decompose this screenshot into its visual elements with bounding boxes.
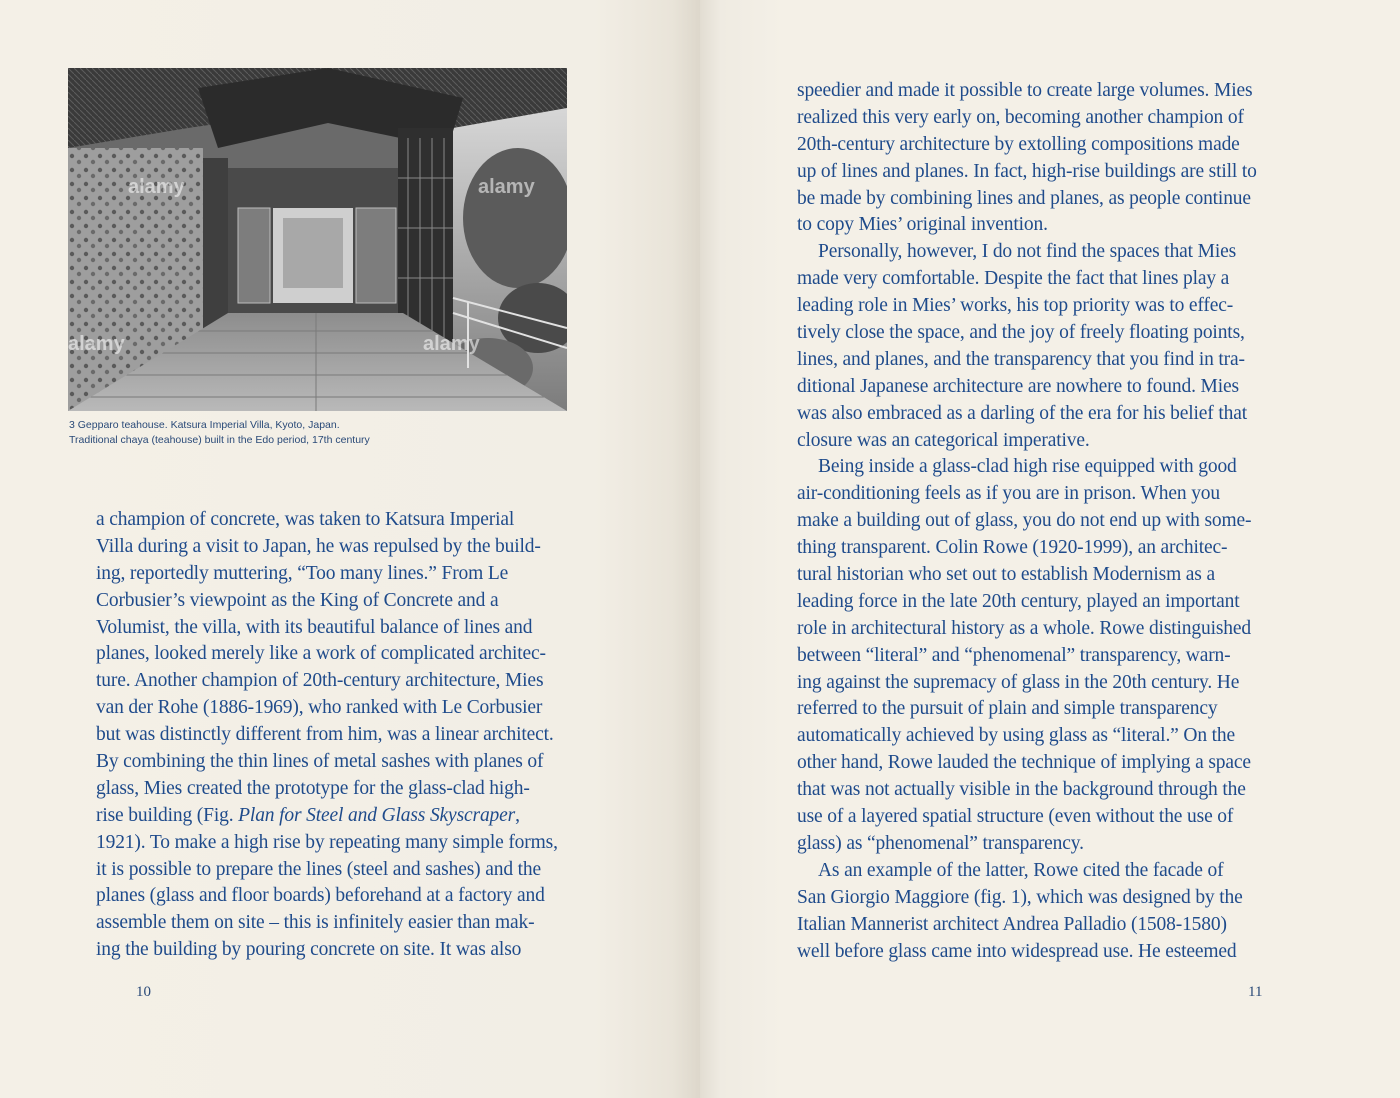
text-line: it is possible to prepare the lines (steel and sashes) and the bbox=[96, 858, 542, 880]
text-line: make a building out of glass, you do not end up with some- bbox=[797, 510, 1252, 532]
text-line: Corbusier’s viewpoint as the King of Concrete and a bbox=[96, 589, 499, 611]
text-line: ing, reportedly muttering, “Too many lines.” From Le bbox=[96, 562, 509, 584]
right-page bbox=[700, 0, 1400, 1098]
text-line: glass, Mies created the prototype for the glass-clad high- bbox=[96, 777, 530, 799]
figure-caption bbox=[69, 418, 549, 448]
text-fragment: , bbox=[515, 804, 520, 826]
watermark-3: alamy bbox=[423, 333, 480, 355]
paragraph-first-line: Personally, however, I do not find the spaces that Mies bbox=[818, 241, 1237, 263]
watermark-1: alamy bbox=[128, 176, 185, 198]
page-number-left: 10 bbox=[136, 984, 151, 1000]
text-line: ing against the supremacy of glass in the 20th century. He bbox=[797, 671, 1240, 693]
text-line: to copy Mies’ original invention. bbox=[797, 214, 1048, 236]
text-line: leading force in the late 20th century, played an important bbox=[797, 590, 1240, 612]
text-line: air-conditioning feels as if you are in prison. When you bbox=[797, 483, 1220, 505]
caption-line: Traditional chaya (teahouse) built in the Edo period, 17th century bbox=[69, 434, 370, 446]
text-line: use of a layered spatial structure (even without the use of bbox=[797, 806, 1234, 828]
text-line: other hand, Rowe lauded the technique of implying a space bbox=[797, 752, 1251, 774]
italic-title: Plan for Steel and Glass Skyscraper bbox=[238, 804, 516, 826]
paragraph-first-line: As an example of the latter, Rowe cited the facade of bbox=[818, 859, 1224, 881]
text-line: planes (glass and floor boards) beforehand at a factory and bbox=[96, 885, 545, 907]
text-line: By combining the thin lines of metal sashes with planes of bbox=[96, 751, 544, 773]
text-line: role in architectural history as a whole. Rowe distinguished bbox=[797, 617, 1252, 639]
text-line: tural historian who set out to establish Modernism as a bbox=[797, 564, 1215, 586]
text-line: ture. Another champion of 20th-century architecture, Mies bbox=[96, 670, 544, 692]
page-number-right: 11 bbox=[1248, 984, 1263, 1000]
text-fragment: rise building (Fig. bbox=[96, 804, 239, 826]
text-line: made very comfortable. Despite the fact that lines play a bbox=[797, 268, 1230, 290]
text-line: leading role in Mies’ works, his top priority was to effec- bbox=[797, 295, 1234, 317]
watermark-2: alamy bbox=[68, 333, 125, 355]
text-line: Volumist, the villa, with its beautiful balance of lines and bbox=[96, 616, 533, 638]
watermark-4: alamy bbox=[478, 176, 535, 198]
right-body-text bbox=[797, 78, 1317, 965]
left-body-text bbox=[96, 507, 616, 964]
text-line: ditional Japanese architecture are nowhere to found. Mies bbox=[797, 375, 1239, 397]
text-line: closure was an categorical imperative. bbox=[797, 429, 1090, 451]
text-line: but was distinctly different from him, was a linear architect. bbox=[96, 724, 554, 746]
text-line: between “literal” and “phenomenal” transparency, warn- bbox=[797, 644, 1231, 666]
text-line: well before glass came into widespread use. He esteemed bbox=[797, 940, 1237, 962]
text-line: ing the building by pouring concrete on site. It was also bbox=[96, 939, 522, 961]
text-line: referred to the pursuit of plain and simple transparency bbox=[797, 698, 1218, 720]
text-line: lines, and planes, and the transparency that you find in tra- bbox=[797, 348, 1245, 370]
text-line: glass) as “phenomenal” transparency. bbox=[797, 832, 1084, 854]
text-line: a champion of concrete, was taken to Katsura Imperial bbox=[96, 509, 515, 530]
text-line: that was not actually visible in the background through the bbox=[797, 779, 1246, 801]
text-line: San Giorgio Maggiore (fig. 1), which was designed by the bbox=[797, 886, 1243, 908]
text-line: be made by combining lines and planes, as people continue bbox=[797, 187, 1251, 209]
text-line: automatically achieved by using glass as “literal.” On the bbox=[797, 725, 1236, 747]
text-line: thing transparent. Colin Rowe (1920-1999), an architec- bbox=[797, 537, 1228, 559]
text-line: planes, looked merely like a work of complicated architec- bbox=[96, 643, 546, 665]
text-line: realized this very early on, becoming another champion of bbox=[797, 106, 1244, 128]
text-line-with-italic bbox=[96, 803, 616, 830]
paragraph-first-line: Being inside a glass-clad high rise equipped with good bbox=[818, 456, 1237, 478]
text-line: van der Rohe (1886-1969), who ranked with Le Corbusier bbox=[96, 697, 543, 719]
text-line: tively close the space, and the joy of freely floating points, bbox=[797, 322, 1245, 344]
caption-line: 3 Gepparo teahouse. Katsura Imperial Villa, Kyoto, Japan. bbox=[69, 419, 340, 431]
text-line: Villa during a visit to Japan, he was repulsed by the build- bbox=[96, 535, 541, 557]
text-line: 1921). To make a high rise by repeating many simple forms, bbox=[96, 831, 558, 853]
text-line: 20th-century architecture by extolling compositions made bbox=[797, 133, 1240, 155]
text-line: speedier and made it possible to create large volumes. Mies bbox=[797, 80, 1253, 101]
text-line: assemble them on site – this is infinitely easier than mak- bbox=[96, 912, 535, 934]
teahouse-photo bbox=[68, 68, 567, 411]
text-line: up of lines and planes. In fact, high-rise buildings are still to bbox=[797, 160, 1257, 182]
text-line: was also embraced as a darling of the era for his belief that bbox=[797, 402, 1247, 424]
text-line: Italian Mannerist architect Andrea Palladio (1508-1580) bbox=[797, 913, 1227, 935]
